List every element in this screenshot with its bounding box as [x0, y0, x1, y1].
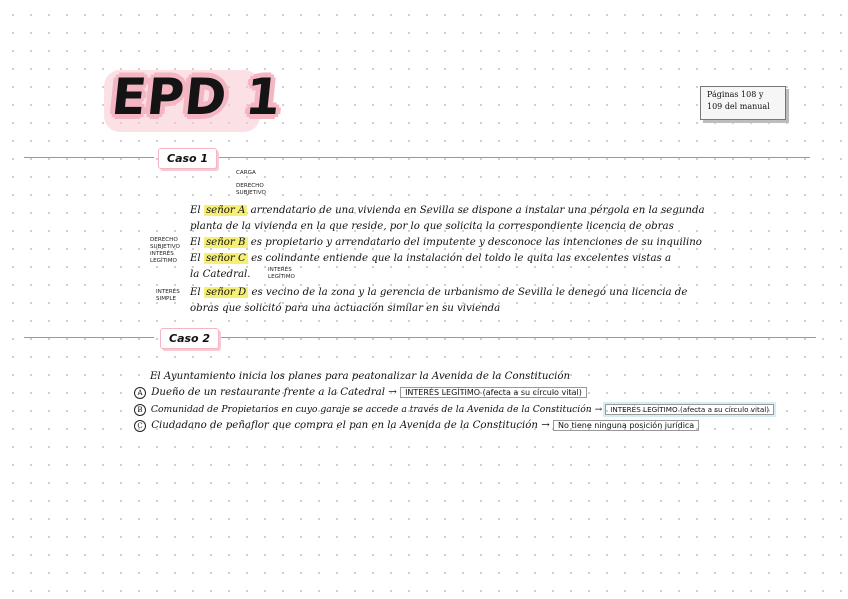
highlight-senor-a: señor A — [205, 205, 246, 216]
arrow-right-icon: → — [594, 404, 603, 415]
case1-line-b — [190, 235, 702, 251]
page-title: EPD 1 — [108, 68, 285, 126]
pages-note-line: 109 del manual — [707, 102, 770, 111]
case-2-label: Caso 2 — [160, 328, 219, 349]
text: es colindante entiende que la instalación del toldo le quita las excelentes vistas a — [251, 253, 672, 264]
case1-line-5: la Catedral. — [190, 269, 251, 280]
highlight-senor-c: señor C — [205, 253, 246, 264]
status-tag: INTERÉS LEGÍTIMO (afecta a su círculo vital) — [400, 387, 587, 398]
text: SUBJETIVO — [150, 243, 180, 250]
text: Dueño de un restaurante frente a la Catedral — [151, 387, 386, 398]
letter-a-icon: A — [134, 387, 146, 399]
text: DERECHO — [150, 237, 178, 243]
text: Comunidad de Propietarios en cuyo garaje se accede a través de la Avenida de la Constitución — [150, 404, 592, 415]
text: es vecino de la zona y la gerencia de urbanismo de Sevilla le denegó una licencia de — [251, 287, 688, 298]
pages-note — [700, 86, 786, 120]
text: Ciudadano de peñaflor que compra el pan en la Avenida de la Constitución — [151, 420, 538, 431]
text: El — [190, 287, 201, 298]
text: arrendatario de una vivienda en Sevilla se dispone a instalar una pérgola en la segunda — [250, 205, 705, 216]
case2-item-c — [134, 418, 699, 434]
text: LEGÍTIMO — [268, 273, 295, 280]
highlight-senor-b: señor B — [205, 237, 246, 248]
text: INTERÉS — [268, 267, 292, 273]
arrow-right-icon: → — [388, 387, 397, 398]
case1-line-7: obras que solicitó para una actuación similar en su vivienda — [190, 303, 501, 314]
text: LEGÍTIMO — [150, 257, 177, 264]
divider — [24, 157, 154, 158]
case2-item-b — [134, 402, 774, 418]
text: El — [190, 237, 201, 248]
divider — [218, 337, 816, 338]
text: SIMPLE — [156, 295, 177, 302]
case-1-label: Caso 1 — [158, 148, 217, 169]
letter-c-icon: C — [134, 420, 146, 432]
case1-line-a — [190, 203, 705, 219]
pages-note-line: Páginas 108 y — [707, 90, 764, 99]
case1-line-2: planta de la vivienda en la que reside, por lo que solicita la correspondiente licencia de obras — [190, 221, 674, 232]
side-note-b — [150, 237, 180, 250]
side-note-c — [150, 251, 177, 264]
divider — [24, 337, 154, 338]
side-note-d — [156, 289, 180, 302]
text: El — [190, 205, 201, 216]
status-tag: INTERÉS LEGÍTIMO (afecta a su círculo vital) — [605, 404, 774, 415]
highlight-senor-d: señor D — [205, 287, 247, 298]
letter-b-icon: B — [134, 404, 146, 416]
text: El — [190, 253, 201, 264]
status-tag: No tiene ninguna posición jurídica — [553, 420, 699, 431]
case2-item-a — [134, 385, 587, 401]
arrow-right-icon: → — [541, 420, 550, 431]
text: INTERÉS — [150, 251, 174, 257]
text: es propietario y arrendatario del imputente y desconoce las intenciones de su inquilino — [250, 237, 702, 248]
note-derecho: DERECHO — [236, 183, 264, 189]
text: INTERÉS — [156, 289, 180, 295]
note-carga: CARGA — [236, 170, 256, 176]
note-c-inline — [268, 267, 295, 280]
case2-intro: El Ayuntamiento inicia los planes para peatonalizar la Avenida de la Constitución — [150, 371, 571, 382]
case1-line-c — [190, 251, 671, 267]
divider — [218, 157, 810, 158]
case1-line-d — [190, 285, 687, 301]
note-subjetivo: SUBJETIVO — [236, 190, 266, 196]
